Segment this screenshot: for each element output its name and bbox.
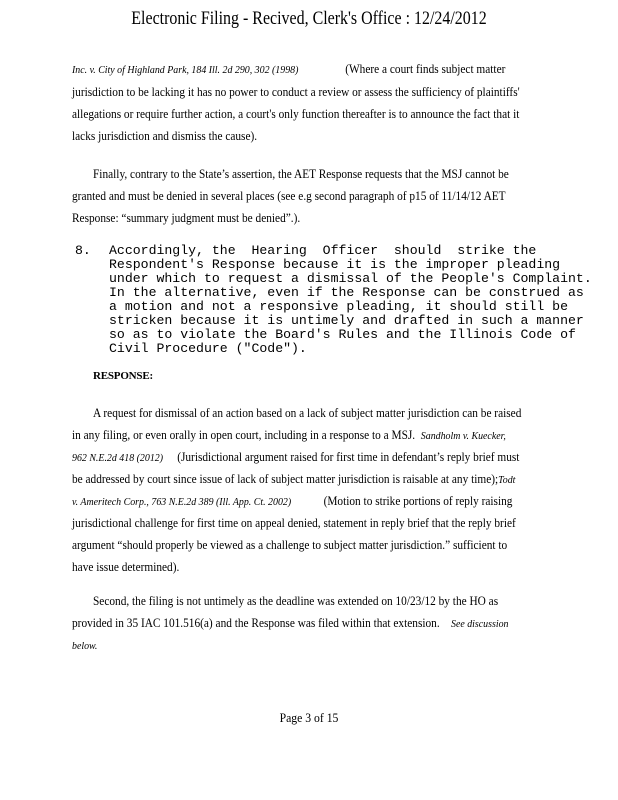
response-p1-line-6: jurisdictional challenge for first time on appeal denied, statement in reply brief that the reply brief bbox=[72, 516, 516, 530]
response-p1-line-2 bbox=[72, 427, 506, 444]
response-p2-line-1: Second, the filing is not untimely as the deadline was extended on 10/23/12 by the HO as bbox=[93, 594, 499, 608]
block2-line-1: Finally, contrary to the State’s assertion, the AET Response requests that the MSJ cannot be bbox=[93, 167, 509, 181]
response-p1-line-4-text: be addressed by court since issue of lack of subject matter jurisdiction is raisable at any time); bbox=[72, 472, 499, 486]
response-p1-line-7: argument “should properly be viewed as a challenge to subject matter jurisdiction.” sufficient to bbox=[72, 538, 508, 552]
response-p1-line-8: have issue determined). bbox=[72, 560, 180, 574]
response-p1-line-2-text: in any filing, or even orally in open court, including in a response to a MSJ. bbox=[72, 428, 416, 442]
block1-line-4: lacks jurisdiction and dismiss the cause). bbox=[72, 129, 258, 143]
response-p2-line-2 bbox=[72, 615, 508, 632]
item-8-line-4: In the alternative, even if the Response can be construed as bbox=[109, 285, 584, 300]
item-8-line-5: a motion and not a responsive pleading, it should still be bbox=[109, 299, 568, 314]
citation-ameritech: v. Ameritech Corp., 763 N.E.2d 389 (Ill. App. Ct. 2002) bbox=[72, 496, 292, 508]
response-p2-line-3 bbox=[72, 637, 97, 654]
response-heading: RESPONSE: bbox=[93, 370, 153, 382]
item-8-line-2: Respondent's Response because it is the improper pleading bbox=[109, 257, 561, 272]
item-8-line-8: Civil Procedure ("Code"). bbox=[109, 341, 307, 356]
block1-line-1-text: (Where a court finds subject matter bbox=[345, 62, 506, 76]
block1-line-2: jurisdiction to be lacking it has no power to conduct a review or assess the sufficiency of plaintiffs' bbox=[72, 85, 520, 99]
response-p1-line-1: A request for dismissal of an action based on a lack of subject matter jurisdiction can be raised bbox=[93, 406, 522, 420]
item-8-line-1: Accordingly, the Hearing Officer should strike the bbox=[109, 243, 537, 258]
item-8-number: 8. bbox=[75, 243, 91, 258]
block2-line-2: granted and must be denied in several places (see e.g second paragraph of p15 of 11/14/12 AET bbox=[72, 189, 506, 203]
response-p2-line-2-text: provided in 35 IAC 101.516(a) and the Response was filed within that extension. bbox=[72, 616, 440, 630]
response-p1-line-5-text: (Motion to strike portions of reply raising bbox=[323, 494, 513, 508]
page-number: Page 3 of 15 bbox=[279, 710, 339, 725]
item-8-line-6: stricken because it is untimely and drafted in such a manner bbox=[109, 313, 584, 328]
block1-line-1 bbox=[72, 61, 505, 78]
see-discussion-reference: See discussion bbox=[451, 618, 509, 630]
electronic-filing-stamp: Electronic Filing - Recived, Clerk's Office : 12/24/2012 bbox=[131, 8, 487, 29]
citation-todt: Todt bbox=[498, 474, 516, 486]
response-p1-line-3 bbox=[72, 449, 519, 466]
block2-line-3: Response: “summary judgment must be denied”.). bbox=[72, 211, 301, 225]
response-p1-line-3-text: (Jurisdictional argument raised for first time in defendant’s reply brief must bbox=[177, 450, 520, 464]
item-8-line-7: so as to violate the Board's Rules and the Illinois Code of bbox=[109, 327, 576, 342]
response-p1-line-4 bbox=[72, 471, 515, 488]
item-8-line-3: under which to request a dismissal of the People's Complaint. bbox=[109, 271, 592, 286]
citation-sandholm: Sandholm v. Kuecker, bbox=[420, 430, 506, 442]
response-p1-line-5 bbox=[72, 493, 512, 510]
see-discussion-below: below. bbox=[72, 640, 98, 652]
citation-sandholm-reporter: 962 N.E.2d 418 (2012) bbox=[72, 452, 164, 464]
block1-line-3: allegations or require further action, a court's only function thereafter is to announce the fact that it bbox=[72, 107, 520, 121]
citation-highland-park: Inc. v. City of Highland Park, 184 Ill. 2d 290, 302 (1998) bbox=[72, 64, 299, 76]
